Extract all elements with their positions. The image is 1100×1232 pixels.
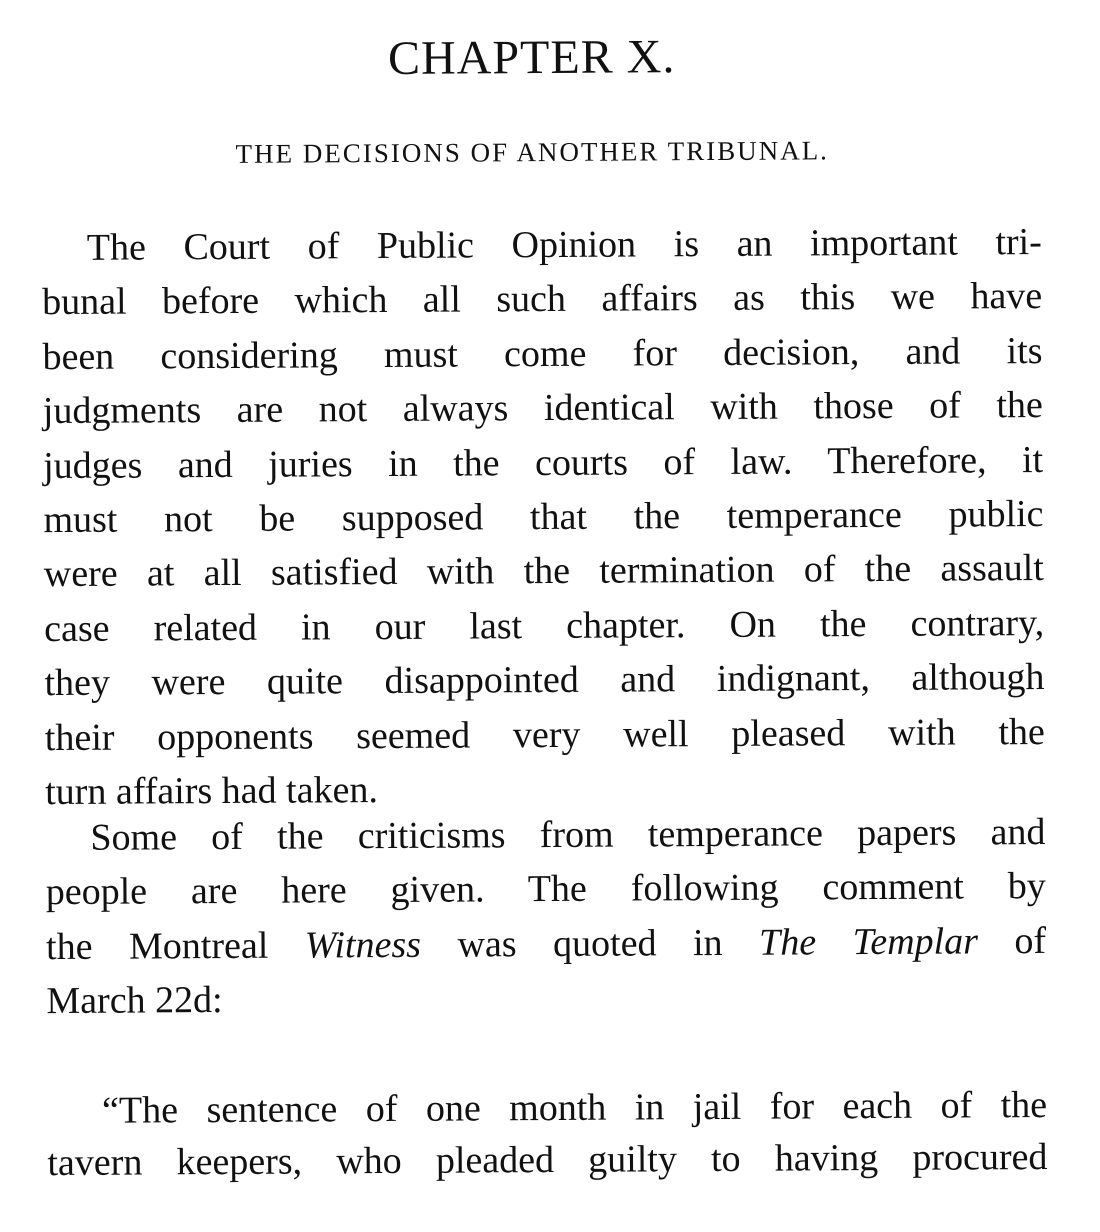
text-line: “The sentence of one month in jail for each of the (101, 1083, 1048, 1132)
text-line: tavern keepers, who pleaded guilty to having procured (47, 1135, 1048, 1185)
newspaper-title-witness: Witness (304, 923, 422, 967)
paragraph-quotation (47, 1079, 1048, 1189)
chapter-subtitle: THE DECISIONS OF ANOTHER TRIBUNAL. (235, 135, 829, 169)
text-line: judges and juries in the courts of law. Therefore, it (43, 438, 1044, 487)
text-line: their opponents seemed very well pleased with the (44, 710, 1045, 759)
text-line: Some of the criticisms from temperance papers and (90, 810, 1046, 859)
text-line-with-titles (46, 914, 1046, 975)
text-line: judgments are not always identical with those of the (42, 384, 1043, 433)
text-fragment: was quoted in (420, 921, 760, 966)
text-line: bunal before which all such affairs as this we have (42, 275, 1043, 324)
text-line: March 22d: (46, 979, 223, 1023)
text-line: people are here given. The following comment by (45, 865, 1046, 914)
paragraph-criticisms (45, 805, 1046, 1029)
text-line: must not be supposed that the temperance public (43, 493, 1044, 542)
text-fragment: of (977, 919, 1047, 963)
chapter-heading: CHAPTER X. (387, 30, 676, 85)
text-fragment: the Montreal (45, 924, 305, 968)
text-line: The Court of Public Opinion is an important tri- (86, 220, 1042, 269)
text-line: case related in our last chapter. On the contrary, (44, 601, 1045, 650)
newspaper-title-templar: The Templar (758, 920, 979, 964)
text-line: were at all satisfied with the termination of the assault (43, 547, 1044, 596)
text-line: they were quite disappointed and indignant, although (44, 656, 1045, 705)
text-line: been considering must come for decision, and its (42, 329, 1043, 378)
paragraph-court-of-public-opinion (42, 215, 1046, 820)
text-line: turn affairs had taken. (45, 769, 379, 814)
